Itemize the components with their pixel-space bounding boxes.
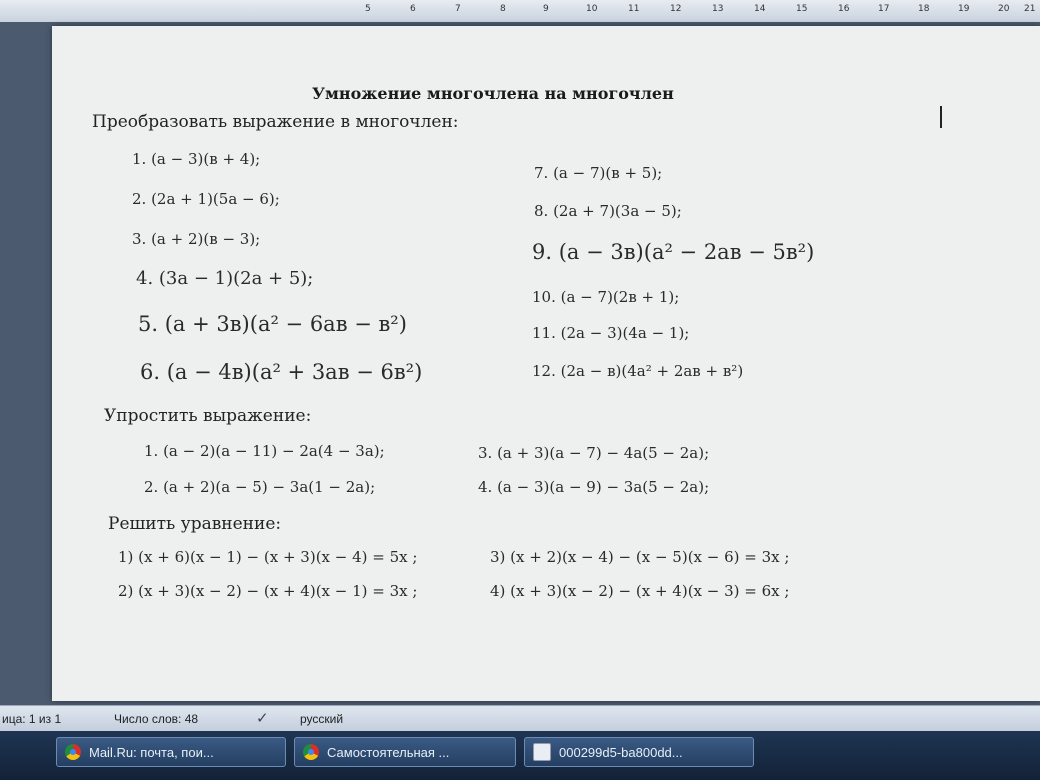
- language-indicator[interactable]: русский: [300, 712, 344, 726]
- exercise-item: 4. (а − 3)(а − 9) − 3а(5 − 2а);: [478, 478, 710, 496]
- ruler-tick: 20: [998, 4, 1010, 14]
- chrome-icon: [65, 744, 81, 760]
- taskbar-item-label: Самостоятельная ...: [327, 744, 450, 760]
- ruler-tick: 17: [878, 4, 890, 14]
- ruler-tick: 5: [365, 4, 371, 14]
- taskbar-item-mailru[interactable]: [56, 737, 286, 767]
- taskbar-item-label: 000299d5-ba800dd...: [559, 744, 683, 760]
- ruler-tick: 15: [796, 4, 808, 14]
- ruler-tick: 19: [958, 4, 970, 14]
- taskbar-item-file[interactable]: [524, 737, 754, 767]
- ruler-tick: 12: [670, 4, 682, 14]
- exercise-item: 1. (а − 2)(а − 11) − 2а(4 − 3а);: [144, 442, 385, 460]
- ruler-tick: 11: [628, 4, 640, 14]
- word-count[interactable]: Число слов: 48: [114, 712, 199, 726]
- ruler-tick: 9: [543, 4, 549, 14]
- exercise-item: 4. (3а − 1)(2а + 5);: [136, 268, 314, 289]
- document-workspace[interactable]: [0, 22, 1040, 705]
- ruler-tick: 8: [500, 4, 506, 14]
- taskbar-item-samostoyatelnaya[interactable]: [294, 737, 516, 767]
- equation-item: 4) (х + 3)(х − 2) − (х + 4)(х − 3) = 6х ;: [490, 582, 790, 600]
- ruler-tick: 16: [838, 4, 850, 14]
- exercise-item: 7. (а − 7)(в + 5);: [534, 164, 663, 182]
- proofing-icon[interactable]: ✓: [256, 710, 269, 727]
- text-cursor: [940, 106, 942, 128]
- exercise-item: 8. (2а + 7)(3а − 5);: [534, 202, 682, 220]
- ruler-tick: 6: [410, 4, 416, 14]
- exercise-item: 3. (а + 2)(в − 3);: [132, 230, 261, 248]
- status-bar: [0, 705, 1040, 732]
- exercise-item: 1. (а − 3)(в + 4);: [132, 150, 261, 168]
- exercise-item: 11. (2а − 3)(4а − 1);: [532, 324, 690, 342]
- ruler-tick: 13: [712, 4, 724, 14]
- horizontal-ruler[interactable]: [0, 0, 1040, 23]
- document-title: Умножение многочлена на многочлен: [312, 84, 674, 103]
- ruler-tick: 7: [455, 4, 461, 14]
- document-page[interactable]: [52, 26, 1040, 701]
- exercise-item: 6. (а − 4в)(а² + 3ав − 6в²): [140, 360, 423, 384]
- exercise-item: 12. (2а − в)(4а² + 2ав + в²): [532, 362, 744, 380]
- equation-item: 2) (х + 3)(х − 2) − (х + 4)(х − 1) = 3х ;: [118, 582, 418, 600]
- exercise-item: 2. (а + 2)(а − 5) − 3а(1 − 2а);: [144, 478, 376, 496]
- ruler-tick: 10: [586, 4, 598, 14]
- file-icon: [533, 743, 551, 761]
- exercise-item: 2. (2а + 1)(5а − 6);: [132, 190, 280, 208]
- section-heading-transform: Преобразовать выражение в многочлен:: [92, 112, 459, 132]
- exercise-item: 5. (а + 3в)(а² − 6ав − в²): [138, 312, 407, 336]
- exercise-item: 9. (а − 3в)(а² − 2ав − 5в²): [532, 240, 815, 264]
- taskbar: [0, 731, 1040, 780]
- exercise-item: 10. (а − 7)(2в + 1);: [532, 288, 680, 306]
- chrome-icon: [303, 744, 319, 760]
- section-heading-simplify: Упростить выражение:: [104, 406, 312, 426]
- ruler-tick: 21: [1024, 4, 1036, 14]
- page-count[interactable]: ица: 1 из 1: [2, 712, 62, 726]
- exercise-item: 3. (а + 3)(а − 7) − 4а(5 − 2а);: [478, 444, 710, 462]
- taskbar-item-label: Mail.Ru: почта, пои...: [89, 744, 214, 760]
- ruler-tick: 18: [918, 4, 930, 14]
- equation-item: 3) (х + 2)(х − 4) − (х − 5)(х − 6) = 3х ;: [490, 548, 790, 566]
- section-heading-solve: Решить уравнение:: [108, 514, 282, 534]
- equation-item: 1) (х + 6)(х − 1) − (х + 3)(х − 4) = 5х ;: [118, 548, 418, 566]
- ruler-tick: 14: [754, 4, 766, 14]
